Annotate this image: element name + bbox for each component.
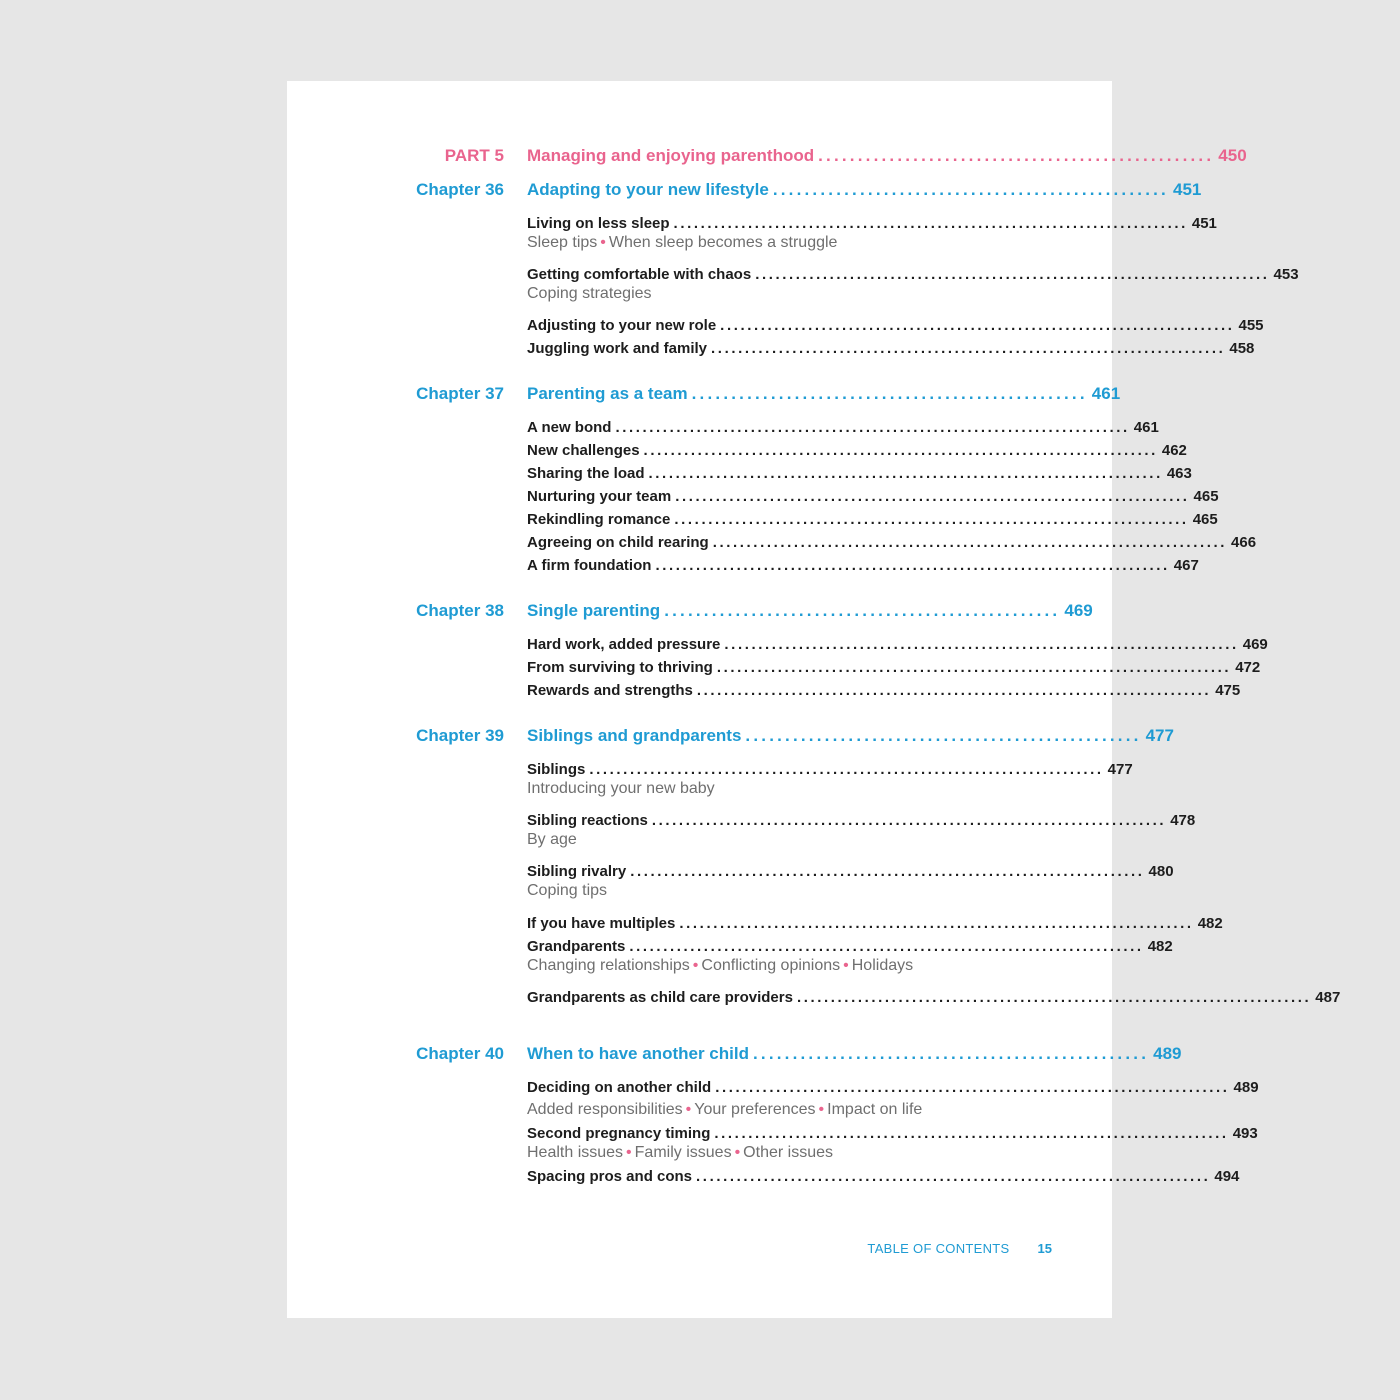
leader-dots: .................................................. xyxy=(691,384,1088,403)
subtopic: Other issues xyxy=(743,1144,833,1161)
section-entry[interactable] xyxy=(527,1125,1258,1142)
chapter-page: 469 xyxy=(1064,601,1093,620)
section-entry[interactable] xyxy=(527,488,1219,505)
section-title: Rekindling romance xyxy=(527,511,671,528)
leader-dots: ............................................................................ xyxy=(615,419,1130,436)
section-entry[interactable] xyxy=(527,938,1173,955)
section-title: Grandparents xyxy=(527,938,626,955)
section-page: 467 xyxy=(1173,557,1199,574)
section-title: If you have multiples xyxy=(527,915,676,932)
section-entry[interactable] xyxy=(527,317,1264,334)
section-title: Sharing the load xyxy=(527,465,645,482)
section-title: Rewards and strengths xyxy=(527,682,693,699)
section-page: 489 xyxy=(1233,1079,1259,1096)
leader-dots: ............................................................................ xyxy=(643,442,1158,459)
subtopic: Added responsibilities xyxy=(527,1101,683,1118)
section-page: 466 xyxy=(1231,534,1257,551)
section-entry[interactable] xyxy=(527,465,1192,482)
section-page: 465 xyxy=(1193,488,1219,505)
bullet-icon: • xyxy=(685,1101,692,1118)
bullet-icon: • xyxy=(843,957,849,974)
chapter-page: 477 xyxy=(1145,726,1174,745)
bullet-icon: • xyxy=(734,1144,741,1161)
section-entry[interactable] xyxy=(527,636,1268,653)
chapter-label: Chapter 39 xyxy=(416,726,504,745)
part-page: 450 xyxy=(1218,146,1247,165)
chapter-title: Adapting to your new lifestyle xyxy=(527,180,769,199)
subtopics xyxy=(527,882,607,900)
leader-dots: ............................................................................ xyxy=(720,317,1235,334)
subtopic: By age xyxy=(527,831,577,848)
section-entry[interactable] xyxy=(527,1079,1259,1096)
page-footer xyxy=(287,1240,1052,1258)
running-footer-title: TABLE OF CONTENTS xyxy=(867,1241,1010,1256)
subtopic: Your preferences xyxy=(694,1101,816,1118)
leader-dots: ............................................................................ xyxy=(724,636,1239,653)
subtopic: When sleep becomes a struggle xyxy=(608,234,838,251)
section-title: Second pregnancy timing xyxy=(527,1125,711,1142)
book-page xyxy=(287,81,1341,1318)
section-title: Sibling reactions xyxy=(527,812,648,829)
chapter-page: 489 xyxy=(1153,1044,1182,1063)
bullet-icon: • xyxy=(818,1101,825,1118)
section-page: 451 xyxy=(1191,215,1217,232)
section-entry[interactable] xyxy=(527,215,1217,232)
section-entry[interactable] xyxy=(527,534,1257,551)
subtopics xyxy=(527,285,652,303)
leader-dots: .................................................. xyxy=(664,601,1061,620)
leader-dots: ............................................................................ xyxy=(712,534,1228,551)
section-title: Nurturing your team xyxy=(527,488,672,505)
leader-dots: .................................................. xyxy=(772,180,1169,199)
section-title: A new bond xyxy=(527,419,612,436)
chapter-label: Chapter 36 xyxy=(416,180,504,199)
chapter-entry[interactable] xyxy=(527,726,1174,746)
chapter-page: 461 xyxy=(1091,384,1121,403)
section-page: 493 xyxy=(1232,1125,1258,1142)
section-entry[interactable] xyxy=(527,989,1341,1006)
section-page: 494 xyxy=(1214,1168,1240,1185)
section-title: Grandparents as child care providers xyxy=(527,989,793,1006)
section-entry[interactable] xyxy=(527,266,1299,283)
section-entry[interactable] xyxy=(527,812,1196,829)
chapter-page: 451 xyxy=(1172,180,1202,199)
subtopics xyxy=(527,1144,833,1162)
leader-dots: ............................................................................ xyxy=(716,659,1232,676)
leader-dots: ............................................................................ xyxy=(675,488,1190,505)
bullet-icon: • xyxy=(626,1144,632,1161)
subtopic: Family issues xyxy=(634,1144,732,1161)
leader-dots: ............................................................................ xyxy=(696,1168,1211,1185)
leader-dots: ............................................................................ xyxy=(589,761,1104,778)
leader-dots: ............................................................................ xyxy=(714,1125,1229,1142)
section-entry[interactable] xyxy=(527,915,1223,932)
leader-dots: ............................................................................ xyxy=(711,340,1226,357)
subtopics xyxy=(527,1101,922,1119)
part-title: Managing and enjoying parenthood xyxy=(527,146,815,165)
section-page: 480 xyxy=(1148,863,1174,880)
leader-dots: ............................................................................ xyxy=(629,938,1144,955)
section-title: Spacing pros and cons xyxy=(527,1168,693,1185)
subtopics xyxy=(527,780,715,798)
section-page: 453 xyxy=(1273,266,1299,283)
subtopic: Coping tips xyxy=(527,882,608,899)
section-page: 472 xyxy=(1235,659,1261,676)
subtopics xyxy=(527,831,577,849)
part-label: PART 5 xyxy=(444,146,504,165)
leader-dots: ............................................................................ xyxy=(655,557,1170,574)
leader-dots: .................................................. xyxy=(745,726,1142,745)
leader-dots: ............................................................................ xyxy=(648,465,1163,482)
chapter-entry[interactable] xyxy=(527,180,1202,200)
section-entry[interactable] xyxy=(527,659,1261,676)
chapter-title: When to have another child xyxy=(527,1044,749,1063)
section-page: 487 xyxy=(1315,989,1341,1006)
chapter-label: Chapter 38 xyxy=(416,601,504,620)
bullet-icon: • xyxy=(600,234,606,251)
section-page: 482 xyxy=(1197,915,1223,932)
section-title: Hard work, added pressure xyxy=(527,636,721,653)
chapter-entry[interactable] xyxy=(527,384,1121,404)
subtopic: Holidays xyxy=(851,957,914,974)
section-title: Sibling rivalry xyxy=(527,863,627,880)
leader-dots: ............................................................................ xyxy=(630,863,1145,880)
leader-dots: ............................................................................ xyxy=(651,812,1167,829)
section-page: 458 xyxy=(1229,340,1255,357)
leader-dots: .................................................. xyxy=(752,1044,1150,1063)
bullet-icon: • xyxy=(692,957,699,974)
section-page: 469 xyxy=(1242,636,1268,653)
leader-dots: .................................................. xyxy=(818,146,1215,165)
section-entry[interactable] xyxy=(527,511,1218,528)
section-title: Juggling work and family xyxy=(527,340,708,357)
section-title: Agreeing on child rearing xyxy=(527,534,709,551)
section-entry[interactable] xyxy=(527,1168,1240,1185)
section-entry[interactable] xyxy=(527,557,1199,574)
leader-dots: ............................................................................ xyxy=(755,266,1270,283)
leader-dots: ............................................................................ xyxy=(715,1079,1230,1096)
section-title: Living on less sleep xyxy=(527,215,670,232)
section-title: Adjusting to your new role xyxy=(527,317,717,334)
section-page: 461 xyxy=(1133,419,1159,436)
section-title: Siblings xyxy=(527,761,586,778)
part-entry[interactable] xyxy=(527,146,1247,166)
chapter-title: Siblings and grandparents xyxy=(527,726,742,745)
subtopics xyxy=(527,957,913,975)
section-entry[interactable] xyxy=(527,863,1174,880)
leader-dots: ............................................................................ xyxy=(679,915,1194,932)
subtopics xyxy=(527,234,837,252)
section-page: 482 xyxy=(1147,938,1173,955)
chapter-label: Chapter 40 xyxy=(416,1044,504,1063)
chapter-title: Parenting as a team xyxy=(527,384,688,403)
section-title: Deciding on another child xyxy=(527,1079,712,1096)
section-title: Getting comfortable with chaos xyxy=(527,266,752,283)
section-page: 478 xyxy=(1170,812,1196,829)
section-entry[interactable] xyxy=(527,340,1255,357)
section-page: 475 xyxy=(1215,682,1241,699)
chapter-entry[interactable] xyxy=(527,601,1093,621)
section-page: 477 xyxy=(1107,761,1133,778)
section-title: New challenges xyxy=(527,442,640,459)
leader-dots: ............................................................................ xyxy=(696,682,1212,699)
chapter-entry[interactable] xyxy=(527,1044,1182,1064)
section-entry[interactable] xyxy=(527,442,1187,459)
section-entry[interactable] xyxy=(527,682,1241,699)
section-entry[interactable] xyxy=(527,419,1159,436)
leader-dots: ............................................................................ xyxy=(673,215,1188,232)
page-number: 15 xyxy=(1037,1241,1052,1256)
subtopic: Impact on life xyxy=(827,1101,923,1118)
subtopic: Sleep tips xyxy=(527,234,598,251)
subtopic: Health issues xyxy=(527,1144,624,1161)
subtopic: Conflicting opinions xyxy=(701,957,841,974)
table-of-contents xyxy=(287,81,1341,1318)
section-page: 465 xyxy=(1192,511,1218,528)
subtopic: Coping strategies xyxy=(527,285,652,302)
section-page: 463 xyxy=(1166,465,1192,482)
section-title: From surviving to thriving xyxy=(527,659,713,676)
section-title: A firm foundation xyxy=(527,557,652,574)
chapter-title: Single parenting xyxy=(527,601,661,620)
subtopic: Introducing your new baby xyxy=(527,780,715,797)
section-page: 455 xyxy=(1238,317,1264,334)
subtopic: Changing relationships xyxy=(527,957,690,974)
leader-dots: ............................................................................ xyxy=(796,989,1312,1006)
chapter-label: Chapter 37 xyxy=(416,384,504,403)
section-entry[interactable] xyxy=(527,761,1133,778)
leader-dots: ............................................................................ xyxy=(674,511,1189,528)
section-page: 462 xyxy=(1161,442,1187,459)
